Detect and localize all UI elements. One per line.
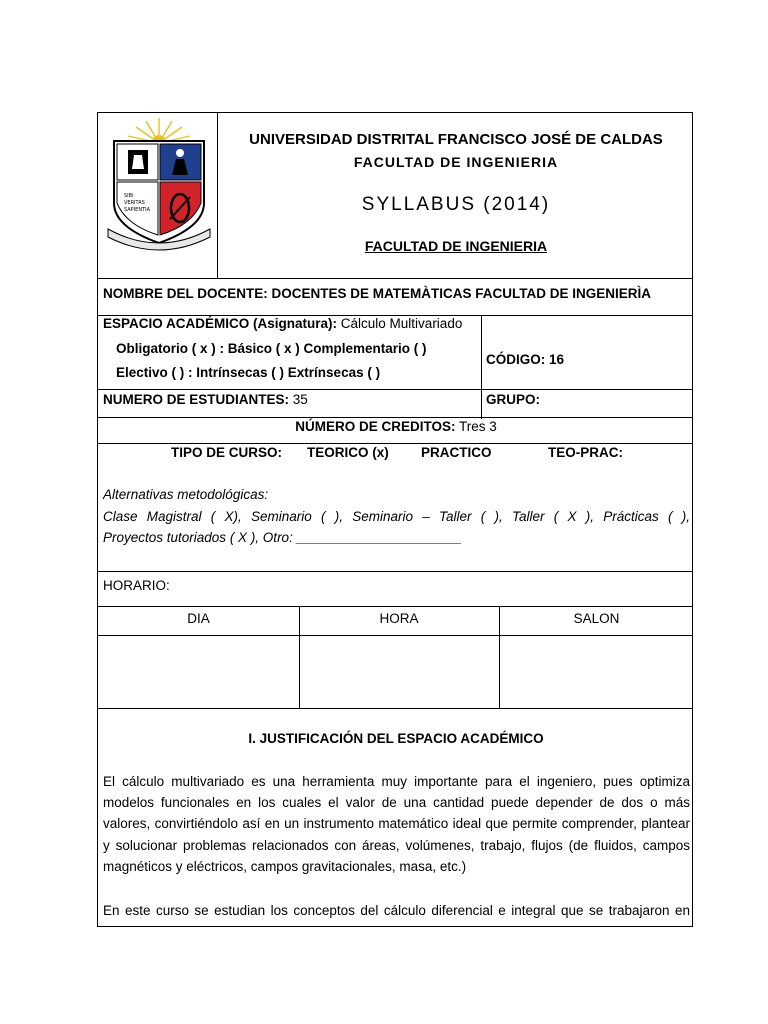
section-paragraph-2: En este curso se estudian los conceptos del cálculo diferencial e integral que se trabajaron en xyxy=(103,903,690,918)
row-divider xyxy=(98,606,692,607)
methodology-line-1: Clase Magistral ( X), Seminario ( ), Seminario – Taller ( ), Taller ( X ), Prácticas ( ), xyxy=(103,509,690,524)
credits-line xyxy=(98,418,693,436)
schedule-empty-cell-hour xyxy=(300,636,499,707)
practical-option: PRACTICO xyxy=(421,445,492,460)
course-name: Cálculo Multivariado xyxy=(340,316,463,331)
faculty-subtitle-text: FACULTAD DE INGENIERIA xyxy=(364,238,548,254)
svg-text:SIBI: SIBI xyxy=(124,193,134,199)
course-type-label: TIPO DE CURSO: xyxy=(171,445,283,460)
methodology-line-2: Proyectos tutoriados ( X ), Otro: ______________________ xyxy=(103,530,462,545)
section-paragraph: El cálculo multivariado es una herramienta muy importante para el ingeniero, pues optimiza modelos funcionales en los cuales el valor de una cantidad puede depender de dos o más valores, convirtiéndolo así en un instrumento matemático ideal que permite comprender, plantear y solucionar problemas relacionados con áreas, volúmenes, trabajo, flujos (de fluidos, campos magnéticos y eléctricos, campos gravitacionales, masa, etc.) xyxy=(103,774,690,874)
row-divider xyxy=(98,278,692,279)
schedule-header-day: DIA xyxy=(187,611,210,626)
schedule-label: HORARIO: xyxy=(103,578,170,593)
credits-value: Tres 3 xyxy=(459,419,497,434)
mixed-option: TEO-PRAC: xyxy=(548,445,623,460)
students-label: NUMERO DE ESTUDIANTES: xyxy=(103,392,290,407)
schedule-header-room: SALON xyxy=(573,611,620,626)
schedule-empty-cell-room xyxy=(500,636,693,707)
schedule-header-hour: HORA xyxy=(379,611,419,626)
university-name: UNIVERSIDAD DISTRITAL FRANCISCO JOSÉ DE CALDAS xyxy=(249,131,663,148)
group-label: GRUPO: xyxy=(486,392,540,407)
methodology-title: Alternativas metodológicas: xyxy=(103,487,269,502)
svg-text:SAPIENTIA: SAPIENTIA xyxy=(124,207,151,213)
syllabus-title: SYLLABUS (2014) xyxy=(361,194,551,215)
row-divider xyxy=(98,708,692,709)
course-elective-line: Electivo ( ) : Intrínsecas ( ) Extrínsecas ( ) xyxy=(116,365,381,380)
students-value: 35 xyxy=(292,392,308,407)
syllabus-document xyxy=(97,112,693,927)
schedule-empty-cell-day xyxy=(98,636,299,707)
row-divider xyxy=(98,389,692,390)
course-code: CÓDIGO: 16 xyxy=(486,352,565,367)
section-title: I. JUSTIFICACIÓN DEL ESPACIO ACADÉMICO xyxy=(248,731,544,746)
teacher-name-row: NOMBRE DEL DOCENTE: DOCENTES DE MATEMÀTICAS FACULTAD DE INGENIERÌA xyxy=(103,286,652,301)
course-type-line: Obligatorio ( x ) : Básico ( x ) Complementario ( ) xyxy=(116,341,427,356)
faculty-subtitle xyxy=(218,237,693,255)
students-line xyxy=(103,391,308,409)
university-seal-icon xyxy=(106,117,212,253)
row-divider xyxy=(98,571,692,572)
faculty-name: FACULTAD DE INGENIERIA xyxy=(353,154,559,170)
theoretical-option: TEORICO (x) xyxy=(307,445,389,460)
course-label: ESPACIO ACADÉMICO (Asignatura): xyxy=(103,316,338,331)
credits-label: NÚMERO DE CREDITOS: xyxy=(295,419,456,434)
svg-text:VERITAS: VERITAS xyxy=(124,200,145,206)
code-divider xyxy=(481,315,482,419)
course-name-line xyxy=(103,315,462,333)
